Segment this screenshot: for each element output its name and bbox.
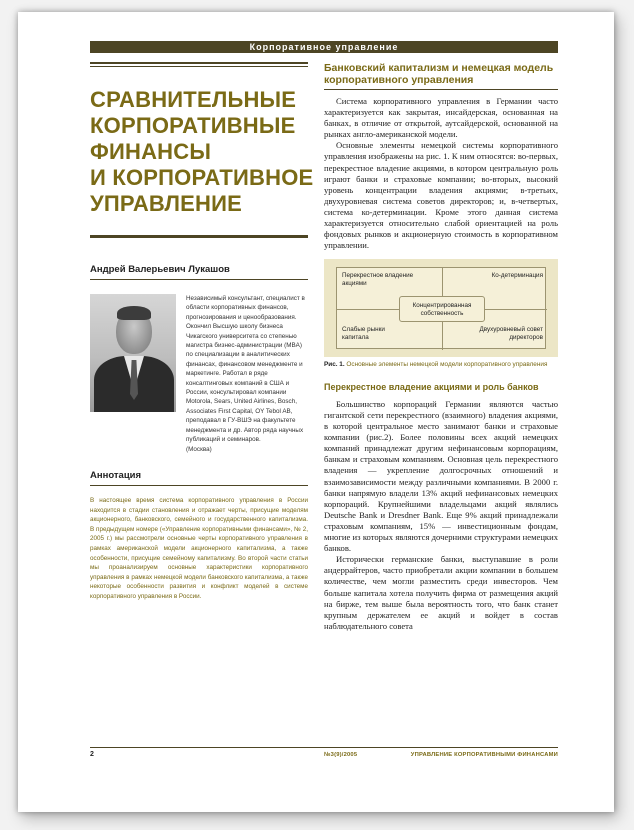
subsection-body	[324, 399, 558, 632]
figure-label-weak-markets: Слабые рынки капитала	[342, 326, 385, 342]
paragraph: Основные элементы немецкой системы корпоративного управления изображены на рис. 1. К ним относятся: во-первых, перекрестное владение акциями, в котором центральную роль играют банки и страховые компании; во-вторых, высокий уровень концентрации владения акциями; в-третьих, двухуровневая система советов директоров; и, в-четвертых, система ко-детерминации. Кроме этого данная система характеризуется относительно слабой ориентацией на роль фондовых рынков и акционерную стоимость в корпоративном управлении.	[324, 140, 558, 251]
author-block	[90, 264, 308, 454]
journal-name: УПРАВЛЕНИЕ КОРПОРАТИВНЫМИ ФИНАНСАМИ	[410, 752, 558, 758]
annotation-block	[90, 470, 308, 602]
section-body	[324, 96, 558, 251]
author-bio	[186, 294, 308, 454]
section-header: Корпоративное управление	[90, 41, 558, 53]
annotation-heading: Аннотация	[90, 470, 308, 486]
paragraph: Исторически германские банки, выступавшие в роли андеррайтеров, часто приобретали акции компании в большем количестве, чем могли разместить среди инвесторов. Чем больше капитала хотела получить фирма от размещения акций на бирже, тем выше была вероятность того, что банк станет крупным держателем ее акций и войдет в состав наблюдательного совета	[324, 554, 558, 631]
author-city: (Москва)	[186, 445, 212, 453]
figure-caption-text: Основные элементы немецкой модели корпоративного управления	[346, 361, 548, 369]
author-bio-text: Независимый консультант, специалист в области корпоративных финансов, прогнозирования и ценообразования. Окончил Высшую школу бизнеса Чикагского университета со степенью магистра бизнес-администрации (MBA) по специализации в аналитических финансах, финансовом менеджменте и маркетинге. Работал в ряде консалтинговых компаний в США и России, консультировал компании Motorola, Sears, United Airlines, Bosch, Associates First Capital, OY Tebol AB, преподавал в ГУ-ВШЭ на факультете менеджмента и др. Автор ряда научных публикаций и семинаров.	[186, 295, 305, 444]
figure-1	[324, 259, 558, 357]
article-title	[90, 87, 314, 217]
title-line: ФИНАНСЫ	[90, 139, 212, 164]
figure-diagram	[336, 267, 546, 349]
author-row	[90, 294, 308, 454]
subsection-title: Перекрестное владение акциями и роль банков	[324, 381, 539, 392]
author-photo	[90, 294, 176, 412]
page-number: 2	[90, 751, 95, 758]
title-line: СРАВНИТЕЛЬНЫЕ	[90, 87, 297, 112]
title-line: И КОРПОРАТИВНОЕ	[90, 165, 314, 190]
journal-page	[18, 12, 614, 812]
title-line: КОРПОРАТИВНЫЕ	[90, 113, 296, 138]
left-column	[90, 62, 314, 238]
title-top-rule	[90, 62, 308, 67]
author-name: Андрей Валерьевич Лукашов	[90, 264, 308, 280]
paragraph: Большинство корпораций Германии являются частью гигантской сети перекрестного (взаимного) владения акциями, в которой центральное место занимают банки и страховые компании (рис.2). Более половины всех акций немецких компаний принадлежат другим нефинансовым корпорациям, банкам и страховым компаниям. Основная цель перекрестного владения — укрепление долгосрочных отношений и взаимозависимости между различными компаниями. В 2000 г. банки напрямую владели 13% акций нефинансовых немецких корпораций. Крупнейшими владельцами акций являлись Deutsche Bank и Dresdner Bank. Еще 9% акций принадлежали страховым компаниям, 15% — инвестиционным фондам, многие из которых являются дочерними структурами немецких банков.	[324, 398, 558, 554]
figure-caption-label: Рис. 1.	[324, 361, 345, 369]
figure-center-box: Концентрированная собственность	[399, 296, 485, 322]
figure-caption	[324, 361, 558, 370]
annotation-text: В настоящее время система корпоративного управления в России находится в стадии становления и отражает черты, присущие моделям акционерного, банковского, семейного и государственного капитализма. В предыдущем номере («Управление корпоративными финансами», № 2, 2005 г.) мы рассмотрели основные черты корпоративного управления в рамках американской модели акционерного капитализма, а также особенности, присущие семейному капитализму. Во второй части статьи мы проанализируем основные характеристики корпоративного управления в рамках немецкой модели банковского капитализма, а также некоторые особенности развития и конфликт моделей в системе корпоративного управления в России.	[90, 497, 308, 600]
right-column	[324, 62, 558, 632]
figure-label-two-tier-board: Двухуровневый совет директоров	[479, 326, 543, 342]
title-bottom-rule	[90, 235, 308, 238]
title-line: УПРАВЛЕНИЕ	[90, 191, 242, 216]
section-rule	[324, 89, 558, 90]
page-footer	[90, 747, 558, 758]
figure-label-cross-ownership: Перекрестное владение акциями	[342, 272, 414, 288]
section-title: Банковский капитализм и немецкая модель корпоративного управления	[324, 62, 554, 86]
paragraph: Система корпоративного управления в Германии часто характеризуется как закрытая, инсайдерская, основанная на банках, в отличие от открытой, аутсайдерской, основанной на рынках англо-американской модели.	[324, 96, 558, 140]
issue-number: №3(9)/2005	[324, 752, 358, 758]
figure-label-codetermination: Ко-детерминация	[491, 272, 543, 280]
